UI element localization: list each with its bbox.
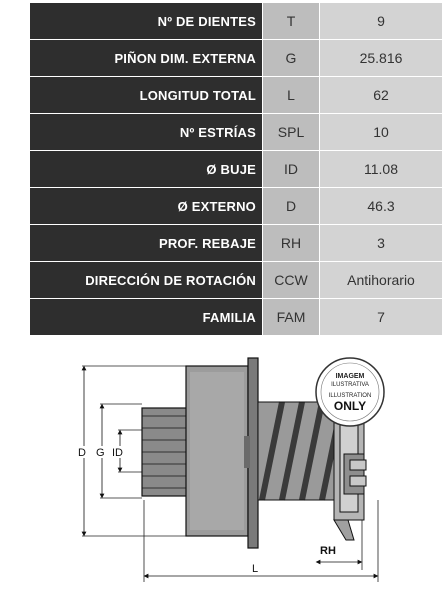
spec-row-family	[30, 299, 443, 336]
spec-value: 11.08	[320, 151, 443, 188]
clutch-housing	[186, 358, 258, 548]
spec-value: Antihorario	[320, 262, 443, 299]
spec-name: Nº ESTRÍAS	[30, 114, 263, 151]
spec-value: 10	[320, 114, 443, 151]
spec-row-total-length	[30, 77, 443, 114]
spec-row-pinion-diameter	[30, 40, 443, 77]
spec-name: LONGITUD TOTAL	[30, 77, 263, 114]
spec-code: G	[263, 40, 320, 77]
spec-value: 62	[320, 77, 443, 114]
spec-value: 7	[320, 299, 443, 336]
spec-code: L	[263, 77, 320, 114]
dim-label-d: D	[78, 447, 86, 459]
spec-name: Ø EXTERNO	[30, 188, 263, 225]
spec-value: 25.816	[320, 40, 443, 77]
spec-code: FAM	[263, 299, 320, 336]
starter-drive-drawing	[0, 350, 444, 590]
dim-label-l: L	[252, 563, 259, 575]
spec-row-splines	[30, 114, 443, 151]
spec-code: RH	[263, 225, 320, 262]
spec-code: ID	[263, 151, 320, 188]
illustration-stamp	[316, 358, 384, 426]
spec-table	[29, 2, 443, 336]
spec-name: PROF. REBAJE	[30, 225, 263, 262]
spec-name: Ø BUJE	[30, 151, 263, 188]
stamp-text: ILUSTRATIVA	[331, 382, 369, 388]
spec-code: T	[263, 3, 320, 40]
spec-code: CCW	[263, 262, 320, 299]
spec-value: 9	[320, 3, 443, 40]
spec-code: SPL	[263, 114, 320, 151]
dim-label-id: ID	[112, 447, 123, 459]
spec-row-bushing	[30, 151, 443, 188]
pinion-gear	[142, 408, 190, 496]
spec-name: Nº DE DIENTES	[30, 3, 263, 40]
spec-row-rotation	[30, 262, 443, 299]
stamp-text: IMAGEM	[335, 373, 365, 380]
spec-row-teeth	[30, 3, 443, 40]
spec-row-outer-diameter	[30, 188, 443, 225]
stamp-text: ILLUSTRATION	[328, 393, 372, 399]
spec-name: FAMILIA	[30, 299, 263, 336]
spec-value: 46.3	[320, 188, 443, 225]
spec-code: D	[263, 188, 320, 225]
dim-label-rh: RH	[320, 545, 336, 557]
spec-row-recess-depth	[30, 225, 443, 262]
stamp-text: ONLY	[333, 399, 367, 413]
dim-label-g: G	[96, 447, 105, 459]
spec-name: PIÑON DIM. EXTERNA	[30, 40, 263, 77]
spec-name: DIRECCIÓN DE ROTACIÓN	[30, 262, 263, 299]
spec-value: 3	[320, 225, 443, 262]
